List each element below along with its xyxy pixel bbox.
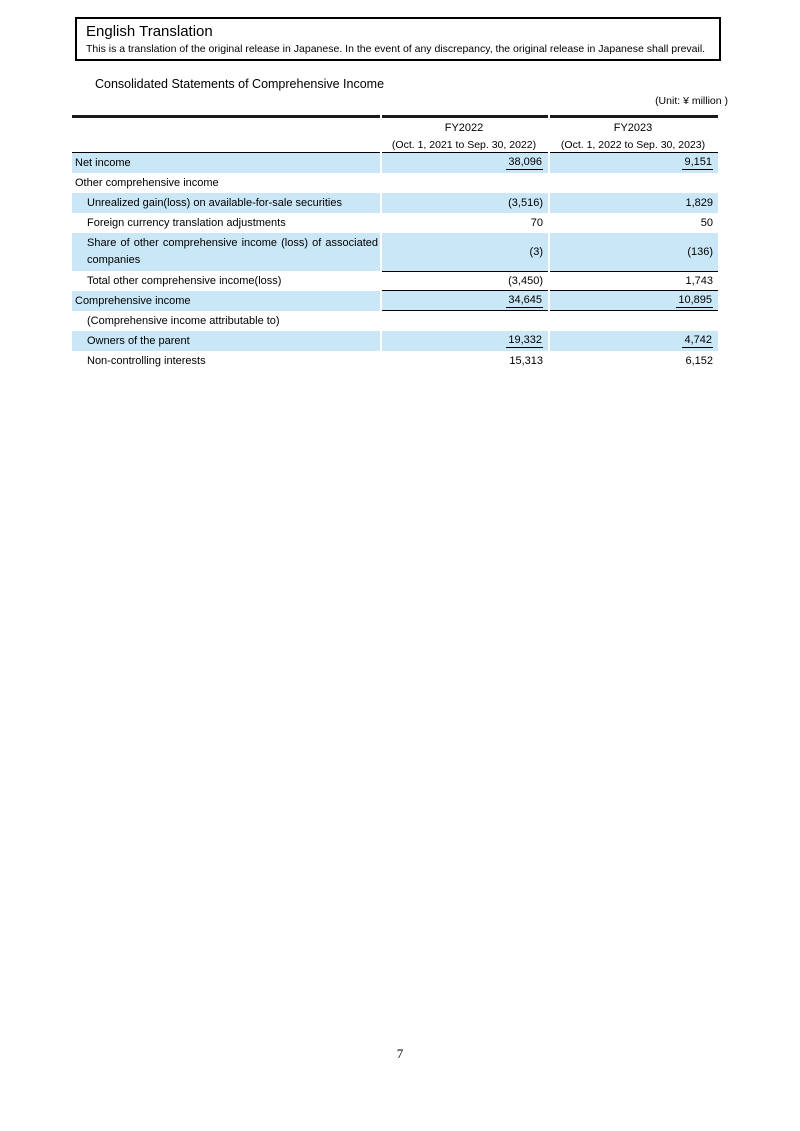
english-translation-box bbox=[75, 17, 721, 61]
value-fy2023 bbox=[548, 173, 718, 193]
header-spacer bbox=[72, 118, 380, 137]
value-fy2023 bbox=[548, 233, 718, 271]
column-separator bbox=[548, 115, 550, 371]
page-number: 7 bbox=[396, 1046, 404, 1061]
value-text: 50 bbox=[700, 217, 713, 229]
table-row bbox=[72, 311, 718, 331]
row-label: Net income bbox=[75, 157, 131, 169]
value-text: 34,645 bbox=[508, 293, 542, 306]
value-text: 1,829 bbox=[685, 197, 713, 209]
row-label: Other comprehensive income bbox=[75, 177, 219, 189]
table-row bbox=[72, 331, 718, 351]
value-text: (3,516) bbox=[508, 197, 543, 209]
value-fy2023 bbox=[548, 193, 718, 213]
value-fy2023 bbox=[548, 291, 718, 311]
value-text: 4,742 bbox=[684, 334, 712, 346]
value-fy2023 bbox=[548, 331, 718, 351]
row-label: Comprehensive income bbox=[75, 295, 191, 307]
translation-box-title: English Translation bbox=[86, 23, 213, 40]
fiscal-year-header-row bbox=[72, 118, 718, 137]
row-label: Total other comprehensive income(loss) bbox=[87, 275, 282, 287]
unit-note: (Unit: ¥ million ) bbox=[655, 95, 728, 107]
column-separator bbox=[380, 115, 382, 371]
row-label: Owners of the parent bbox=[87, 335, 190, 347]
value-fy2022 bbox=[380, 331, 548, 351]
value-fy2022 bbox=[380, 233, 548, 271]
table-row bbox=[72, 153, 718, 173]
value-fy2022 bbox=[380, 291, 548, 311]
value-fy2023 bbox=[548, 351, 718, 371]
period-header-row bbox=[72, 137, 718, 152]
row-label: Share of other comprehensive income (loss) of associated companies bbox=[87, 237, 378, 266]
row-label: Non-controlling interests bbox=[87, 355, 206, 367]
row-label: Foreign currency translation adjustments bbox=[87, 217, 286, 229]
table-row bbox=[72, 233, 718, 271]
value-fy2022 bbox=[380, 213, 548, 233]
value-text: (3) bbox=[529, 246, 543, 258]
value-fy2022 bbox=[380, 311, 548, 331]
row-label: Unrealized gain(loss) on available-for-sale securities bbox=[87, 197, 342, 209]
column-header-fy2022: FY2022 bbox=[444, 121, 484, 134]
comprehensive-income-table bbox=[72, 115, 718, 371]
value-fy2023 bbox=[548, 311, 718, 331]
value-text: 70 bbox=[530, 217, 543, 229]
row-label: (Comprehensive income attributable to) bbox=[87, 315, 280, 327]
table-row bbox=[72, 213, 718, 233]
column-period-fy2022: (Oct. 1, 2021 to Sep. 30, 2022) bbox=[391, 138, 537, 151]
translation-disclaimer: This is a translation of the original release in Japanese. In the event of any discrepancy, the original release in Japanese shall prevail. bbox=[86, 43, 706, 55]
table-row bbox=[72, 351, 718, 371]
value-fy2022 bbox=[380, 351, 548, 371]
value-text: 6,152 bbox=[685, 355, 713, 367]
table-body bbox=[72, 153, 718, 371]
value-text: (136) bbox=[687, 246, 713, 258]
value-fy2022 bbox=[380, 193, 548, 213]
table-row bbox=[72, 193, 718, 213]
page-title: Consolidated Statements of Comprehensive Income bbox=[95, 77, 385, 91]
value-text: 15,313 bbox=[509, 355, 543, 367]
value-text: 19,332 bbox=[508, 334, 542, 346]
column-period-fy2023: (Oct. 1, 2022 to Sep. 30, 2023) bbox=[560, 138, 706, 151]
value-fy2023 bbox=[548, 213, 718, 233]
table-row bbox=[72, 173, 718, 193]
value-fy2022 bbox=[380, 153, 548, 173]
header-spacer bbox=[72, 137, 380, 152]
value-fy2023 bbox=[548, 271, 718, 291]
value-fy2023 bbox=[548, 153, 718, 173]
value-text: 38,096 bbox=[508, 156, 542, 168]
table-header bbox=[72, 118, 718, 153]
column-header-fy2023: FY2023 bbox=[613, 121, 653, 134]
value-text: 1,743 bbox=[685, 275, 713, 287]
value-fy2022 bbox=[380, 271, 548, 291]
table-row bbox=[72, 291, 718, 311]
table-row bbox=[72, 271, 718, 291]
value-text: 10,895 bbox=[678, 293, 712, 306]
value-text: (3,450) bbox=[508, 275, 543, 287]
value-text: 9,151 bbox=[684, 156, 712, 168]
value-fy2022 bbox=[380, 173, 548, 193]
